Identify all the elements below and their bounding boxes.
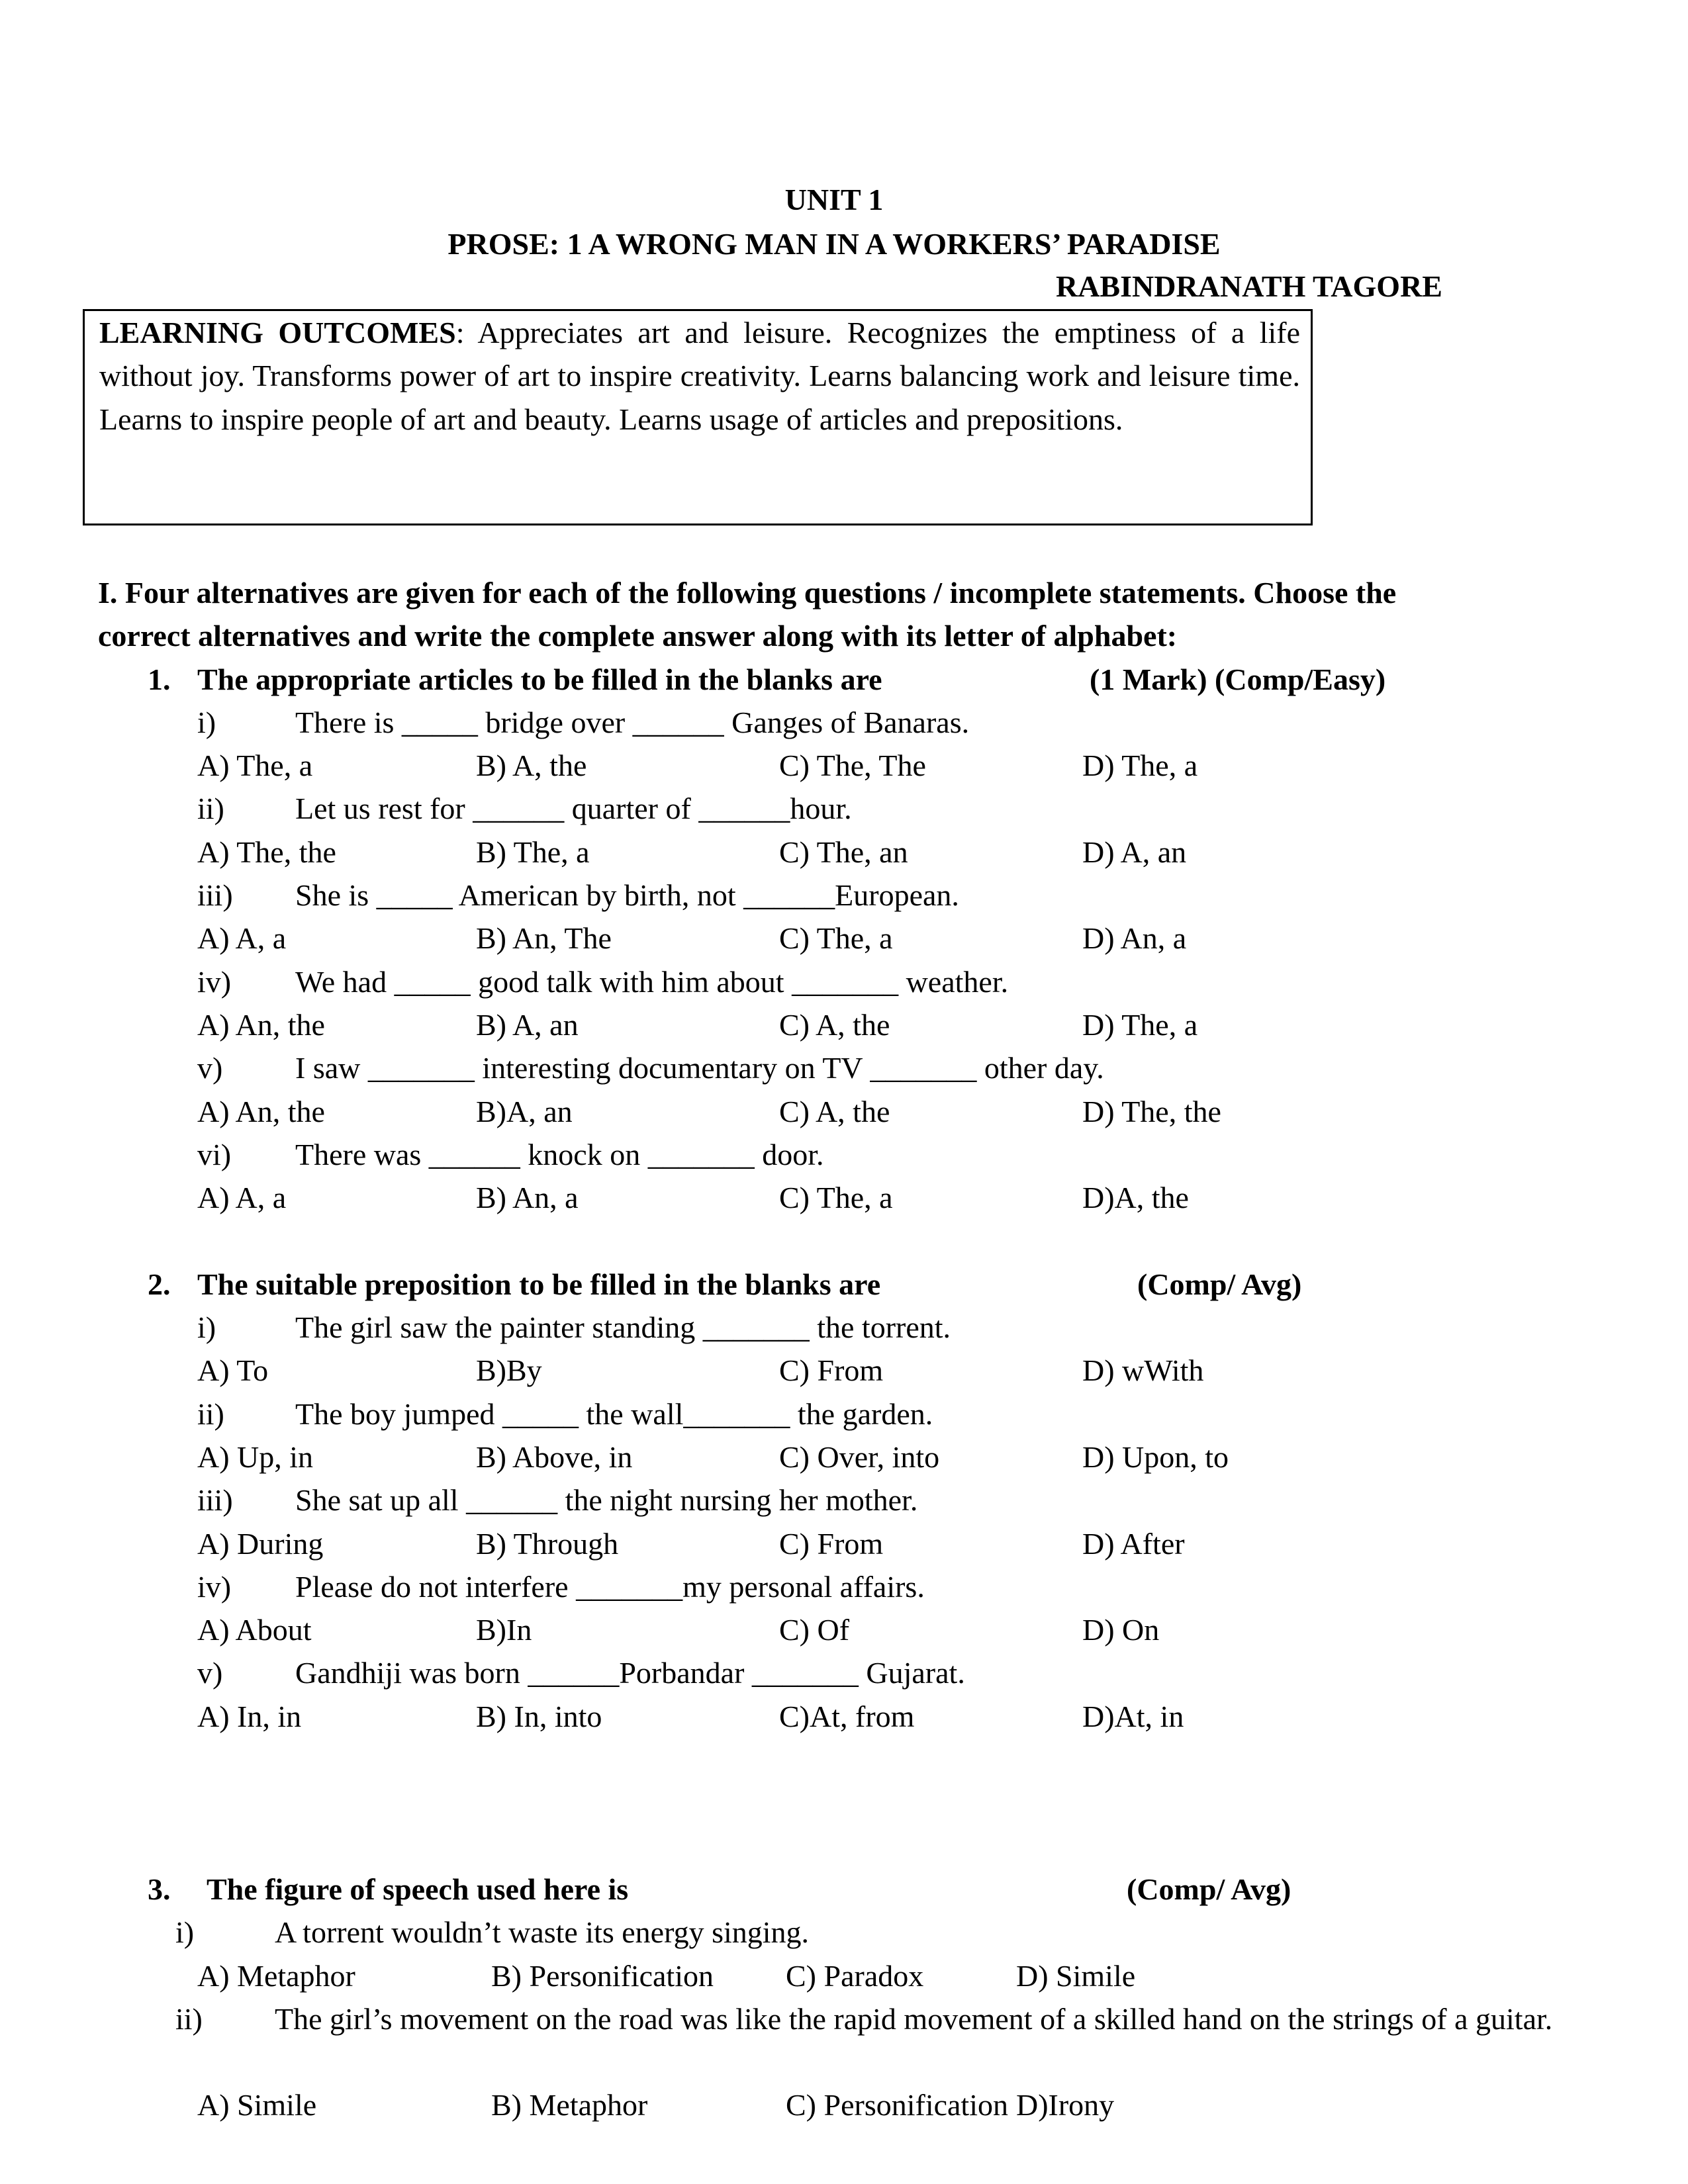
option-b: B) A, the — [476, 749, 587, 783]
option-a: A) An, the — [197, 1007, 325, 1042]
option-d: D) Upon, to — [1082, 1439, 1229, 1474]
options-row — [0, 1522, 1688, 1565]
question-item — [0, 787, 1688, 830]
item-sentence: Let us rest for ______ quarter of ______hour. — [295, 792, 852, 826]
options-row — [0, 1349, 1688, 1392]
option-b: B)In — [476, 1613, 532, 1647]
option-d: D)Irony — [1016, 2088, 1115, 2122]
question-title: The figure of speech used here is — [207, 1872, 629, 1906]
learning-outcomes-box — [83, 309, 1313, 525]
option-b: B) In, into — [476, 1699, 602, 1733]
option-a: A) An, the — [197, 1094, 325, 1128]
item-numeral: ii) — [197, 1396, 224, 1431]
options-row — [0, 1176, 1688, 1219]
question-item — [0, 1911, 1688, 1954]
option-d: D) The, a — [1082, 1007, 1198, 1042]
question-item — [0, 1133, 1688, 1176]
question-number: 2. — [148, 1267, 171, 1301]
item-sentence: She sat up all ______ the night nursing her mother. — [295, 1483, 918, 1518]
item-numeral: i) — [197, 1310, 216, 1345]
item-numeral: iii) — [197, 878, 233, 913]
question-title-row — [0, 1868, 1688, 1911]
option-c: C) A, the — [779, 1094, 890, 1128]
options-row — [0, 1695, 1688, 1738]
item-numeral: iv) — [197, 1569, 232, 1604]
item-numeral: ii) — [175, 2001, 203, 2036]
question-item — [0, 1392, 1688, 1435]
option-c: C) Over, into — [779, 1439, 940, 1474]
option-d: D) On — [1082, 1613, 1160, 1647]
item-sentence: The girl’s movement on the road was like the rapid movement of a skilled hand on the strings of a guitar. — [275, 2001, 1553, 2036]
option-c: C) A, the — [779, 1007, 890, 1042]
option-b: B)By — [476, 1353, 542, 1388]
item-sentence: She is _____ American by birth, not ______European. — [295, 878, 959, 913]
question-number: 3. — [148, 1872, 171, 1906]
option-d: D)A, the — [1082, 1181, 1189, 1215]
option-b: B) An, a — [476, 1181, 579, 1215]
question-item — [0, 1997, 1688, 2040]
option-d: D) An, a — [1082, 921, 1187, 956]
options-row — [0, 831, 1688, 874]
question-item — [0, 1046, 1688, 1089]
item-sentence: There was ______ knock on _______ door. — [295, 1137, 824, 1171]
question-item — [0, 1479, 1688, 1522]
option-a: A) To — [197, 1353, 269, 1388]
item-numeral: i) — [175, 1915, 195, 1950]
option-d: D) wWith — [1082, 1353, 1204, 1388]
item-numeral: v) — [197, 1051, 223, 1085]
option-b: B) Through — [476, 1526, 619, 1561]
item-sentence: Please do not interfere _______my personal affairs. — [295, 1569, 925, 1604]
option-b: B)A, an — [476, 1094, 573, 1128]
question-marks: (Comp/ Avg) — [1127, 1872, 1291, 1906]
option-d: D) Simile — [1016, 1958, 1136, 1993]
item-numeral: iv) — [197, 964, 232, 999]
option-b: B) A, an — [476, 1007, 579, 1042]
option-b: B) The, a — [476, 835, 590, 869]
questions — [0, 571, 1688, 2127]
options-row — [0, 2083, 1688, 2126]
item-numeral: vi) — [197, 1137, 232, 1171]
question-item — [0, 874, 1688, 917]
option-b: B) Personification — [491, 1958, 714, 1993]
option-c: C) Paradox — [786, 1958, 924, 1993]
question-item — [0, 1651, 1688, 1694]
option-c: C) The, an — [779, 835, 908, 869]
lesson-title: PROSE: 1 A WRONG MAN IN A WORKERS’ PARADISE — [447, 227, 1221, 261]
learning-outcomes-label: LEARNING OUTCOMES — [99, 316, 456, 349]
option-a: A) Simile — [197, 2088, 317, 2122]
wrap-spacer — [0, 2040, 1688, 2083]
item-numeral: iii) — [197, 1483, 233, 1518]
section-instructions-line1: I. Four alternatives are given for each of the following questions / incomplete statements. Choose the — [98, 576, 1397, 610]
learning-outcomes-text: LEARNING OUTCOMES: Appreciates art and leisure. Recognizes the emptiness of a life without joy. Transforms power of art to inspire creativity. Learns balancing work and leisure time. Learns to inspire people of art and beauty. Learns usage of articles and prepositions. — [99, 316, 1300, 436]
question-marks: (Comp/ Avg) — [1137, 1267, 1302, 1301]
options-row — [0, 1608, 1688, 1651]
option-a: A) A, a — [197, 921, 287, 956]
option-c: C) From — [779, 1353, 884, 1388]
options-row — [0, 1090, 1688, 1133]
options-row — [0, 1003, 1688, 1046]
option-a: A) Up, in — [197, 1439, 314, 1474]
option-c: C) The, a — [779, 921, 893, 956]
item-numeral: i) — [197, 705, 216, 739]
item-sentence: Gandhiji was born ______Porbandar _______ Gujarat. — [295, 1656, 965, 1690]
question-number: 1. — [148, 662, 171, 696]
option-d: D) A, an — [1082, 835, 1187, 869]
option-a: A) During — [197, 1526, 324, 1561]
option-d: D) The, a — [1082, 749, 1198, 783]
options-row — [0, 917, 1688, 960]
author-name: RABINDRANATH TAGORE — [1055, 269, 1442, 303]
option-d: D) The, the — [1082, 1094, 1221, 1128]
item-sentence: There is _____ bridge over ______ Ganges of Banaras. — [295, 705, 970, 739]
option-c: C)At, from — [779, 1699, 915, 1733]
item-sentence: A torrent wouldn’t waste its energy singing. — [275, 1915, 810, 1950]
options-row — [0, 1435, 1688, 1479]
options-row — [0, 744, 1688, 787]
section-instructions-line2: correct alternatives and write the complete answer along with its letter of alphabet: — [98, 619, 1178, 653]
question-title-row — [0, 1263, 1688, 1306]
item-numeral: ii) — [197, 792, 224, 826]
option-c: C) Of — [779, 1613, 850, 1647]
question-title: The appropriate articles to be filled in the blanks are — [197, 662, 882, 696]
unit-heading: UNIT 1 — [784, 183, 884, 216]
question-item — [0, 960, 1688, 1003]
question-marks: (1 Mark) (Comp/Easy) — [1090, 662, 1386, 696]
item-sentence: We had _____ good talk with him about _______ weather. — [295, 964, 1009, 999]
option-b: B) Metaphor — [491, 2088, 648, 2122]
item-sentence: The girl saw the painter standing _______ the torrent. — [295, 1310, 951, 1345]
option-c: C) The, a — [779, 1181, 893, 1215]
option-b: B) Above, in — [476, 1439, 633, 1474]
option-a: A) About — [197, 1613, 312, 1647]
question-item — [0, 1306, 1688, 1349]
question-item — [0, 701, 1688, 744]
option-d: D) After — [1082, 1526, 1185, 1561]
option-c: C) The, The — [779, 749, 926, 783]
item-sentence: The boy jumped _____ the wall_______ the garden. — [295, 1396, 933, 1431]
question-title: The suitable preposition to be filled in the blanks are — [197, 1267, 881, 1301]
option-c: C) From — [779, 1526, 884, 1561]
option-d: D)At, in — [1082, 1699, 1184, 1733]
option-a: A) The, a — [197, 749, 313, 783]
option-a: A) In, in — [197, 1699, 302, 1733]
option-a: A) Metaphor — [197, 1958, 355, 1993]
options-row — [0, 1954, 1688, 1997]
option-a: A) A, a — [197, 1181, 287, 1215]
question-item — [0, 1565, 1688, 1608]
item-numeral: v) — [197, 1656, 223, 1690]
option-a: A) The, the — [197, 835, 336, 869]
question-title-row — [0, 658, 1688, 701]
item-sentence: I saw _______ interesting documentary on TV _______ other day. — [295, 1051, 1104, 1085]
option-c: C) Personification — [786, 2088, 1008, 2122]
option-b: B) An, The — [476, 921, 612, 956]
